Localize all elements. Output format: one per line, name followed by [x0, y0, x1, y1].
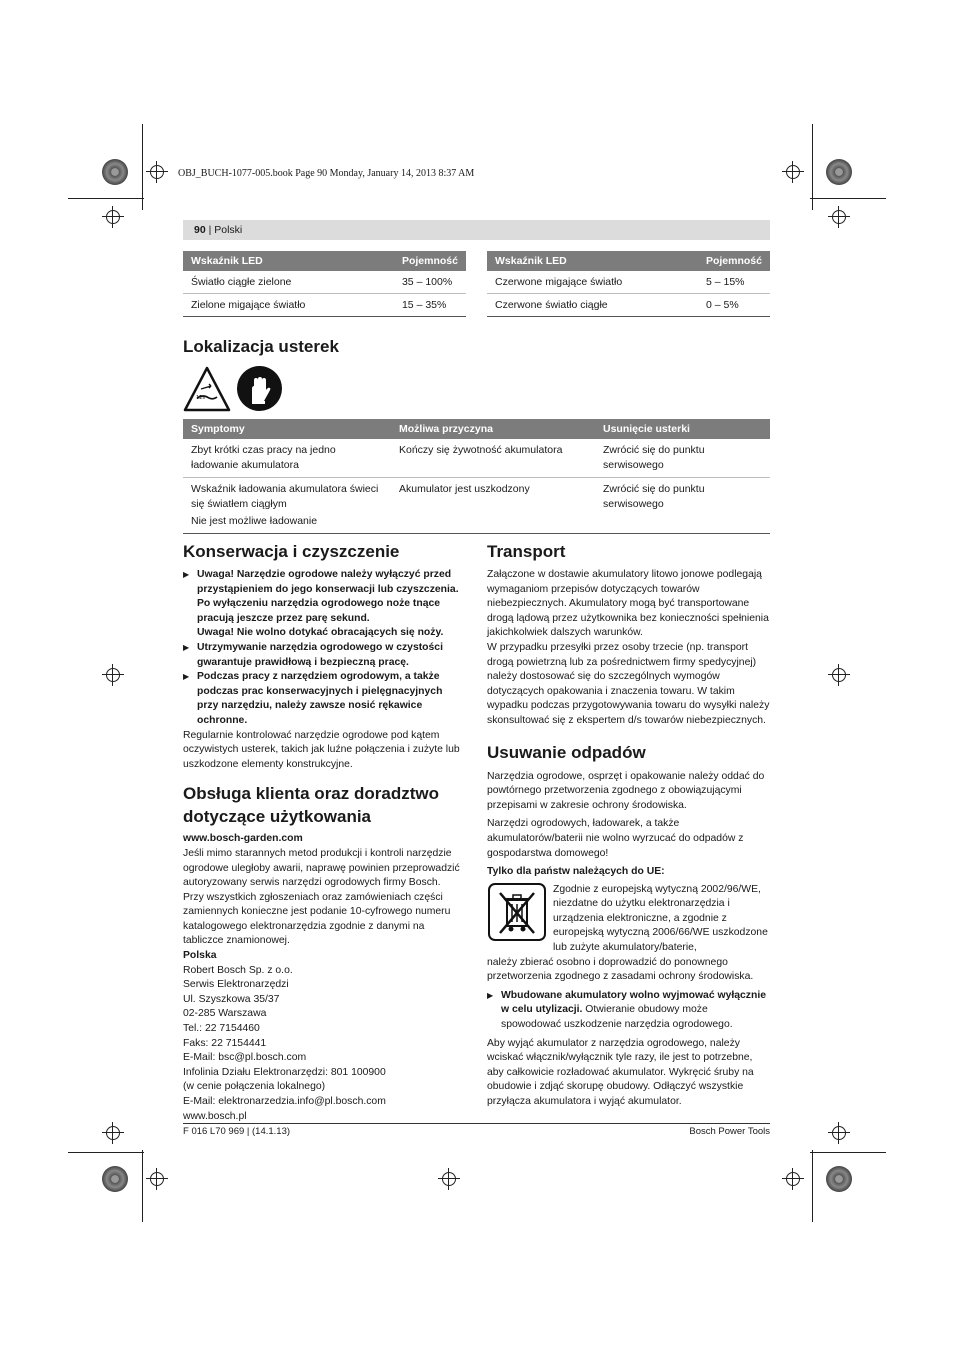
address-line: Ul. Szyszkowa 35/37 — [183, 993, 280, 1005]
section-title: Lokalizacja usterek — [183, 337, 339, 356]
table-row — [183, 294, 466, 317]
address-line: Serwis Elektronarzędzi — [183, 979, 289, 991]
symptom-text: Wskaźnik ładowania akumulatora świeci się światłem ciągłym — [191, 483, 379, 510]
warning-hand-icon — [183, 365, 231, 418]
print-header: OBJ_BUCH-1077-005.book Page 90 Monday, January 14, 2013 8:37 AM — [178, 168, 475, 179]
address-block — [183, 964, 465, 1125]
warning-bullet — [183, 670, 465, 728]
crop-mark — [810, 198, 886, 199]
table-cell: 15 – 35% — [394, 294, 466, 317]
registration-mark — [828, 206, 850, 228]
column-header: Usunięcie usterki — [595, 419, 770, 439]
table-row — [487, 271, 770, 294]
color-calibration-disc — [826, 159, 852, 185]
registration-mark — [146, 1168, 168, 1190]
table-cell: 0 – 5% — [698, 294, 770, 317]
registration-mark — [782, 1168, 804, 1190]
bullet-text: Uwaga! Nie wolno dotykać obracających się noży. — [197, 627, 444, 639]
paragraph: Narzędzia ogrodowe, osprzęt i opakowanie należy oddać do powtórnego przetworzenia zgodnego z obowiązującymi przepisami w zakresie ochrony środowiska. — [487, 770, 765, 811]
crop-mark — [142, 1150, 143, 1222]
gloves-icon — [236, 365, 283, 417]
bullet-text: Utrzymywanie narzędzia ogrodowego w czystości gwarantuje prawidłową i bezpieczną pracę. — [197, 641, 443, 668]
column-header: Możliwa przyczyna — [391, 419, 595, 439]
warning-bullet — [183, 641, 465, 670]
troubleshooting-table — [183, 419, 770, 534]
warning-bullet — [487, 989, 770, 1033]
footer-right: Bosch Power Tools — [689, 1126, 770, 1137]
address-line: 02-285 Warszawa — [183, 1008, 267, 1020]
led-table-left — [183, 251, 466, 317]
symptom-text: Nie jest możliwe ładowanie — [191, 515, 318, 527]
column-header: Pojemność — [394, 251, 466, 271]
country-heading: Polska — [183, 950, 217, 962]
table-cell: 35 – 100% — [394, 271, 466, 294]
paragraph: Załączone w dostawie akumulatory litowo jonowe podlegają wymaganiom przepisów dotyczących towarów niebezpiecznych. Akumulatory mogą być transportowane drogą lądową przez użytkownika bez konieczności spełnienia jakichkolwiek dalszych warunków. — [487, 569, 769, 639]
crop-mark — [68, 198, 144, 199]
color-calibration-disc — [102, 159, 128, 185]
crop-mark — [810, 1152, 886, 1153]
paragraph: Przy wszystkich zgłoszeniach oraz zamówieniach części zamiennych konieczne jest podanie 10-cyfrowego numeru katalogowego elektronarzędzia zgodnie z danymi na tabliczce znamionowej. — [183, 891, 451, 947]
table-cell: Akumulator jest uszkodzony — [391, 478, 595, 534]
bullet-text: Otwieranie obudowy może spowodować uszkodzenie narzędzia ogrodowego. — [501, 1004, 733, 1031]
registration-mark — [828, 664, 850, 686]
column-header: Symptomy — [183, 419, 391, 439]
paragraph: Narzędzi ogrodowych, ładowarek, a także akumulatorów/baterii nie wolno wyrzucać do odpadów z gospodarstwa domowego! — [487, 818, 744, 859]
crop-mark — [812, 1150, 813, 1222]
table-cell: Kończy się żywotność akumulatora — [391, 439, 595, 478]
column-header: Wskaźnik LED — [487, 251, 698, 271]
led-table-right — [487, 251, 770, 317]
registration-mark — [782, 161, 804, 183]
right-column — [487, 541, 770, 1110]
section-title: Obsługa klienta oraz doradztwo dotyczące użytkowania — [183, 784, 439, 827]
address-line: Infolinia Działu Elektronarzędzi: 801 100900 — [183, 1066, 386, 1078]
bullet-text: Uwaga! Narzędzie ogrodowe należy wyłączyć przed przystąpieniem do jego konserwacji lub czyszczenia. Po wyłączeniu narzędzia ogrodowego noże tnące pracują jeszcze przez parę sekund. — [197, 569, 459, 624]
paragraph: należy zbierać osobno i doprowadzić do ponownego przetworzenia zgodnego z zasadami ochrony środowiska. — [487, 956, 754, 983]
crossed-out-bin-icon — [488, 883, 546, 947]
table-cell: Czerwone migające światło — [487, 271, 698, 294]
color-calibration-disc — [826, 1166, 852, 1192]
address-line: Tel.: 22 7154460 — [183, 1023, 260, 1035]
table-row — [183, 478, 770, 534]
section-name: Polski — [214, 224, 243, 236]
table-cell: 5 – 15% — [698, 271, 770, 294]
section-title: Usuwanie odpadów — [487, 742, 646, 762]
warning-bullet — [183, 568, 465, 641]
paragraph: Zgodnie z europejską wytyczną 2002/96/WE, niezdatne do użytku elektronarzędzia i urządzenia elektroniczne, a zgodnie z europejską wytyczną 2006/66/WE uszkodzone lub zużyte akumulatory/baterie, — [553, 883, 768, 954]
bullet-text: Podczas pracy z narzędziem ogrodowym, a także podczas prac konserwacyjnych i pielęgnacyjnych przy narzędziu, należy zawsze nosić rękawice ochronne. — [197, 671, 443, 726]
registration-mark — [102, 206, 124, 228]
crop-mark — [68, 1152, 144, 1153]
email-link[interactable]: E-Mail: elektronarzedzia.info@pl.bosch.com — [183, 1096, 386, 1107]
table-cell: Światło ciągłe zielone — [183, 271, 394, 294]
paragraph: Jeśli mimo starannych metod produkcji i kontroli narzędzie ogrodowe uległoby awarii, naprawę powinien przeprowadzić autoryzowany serwis narzędzi ogrodowych firmy Bosch. — [183, 847, 460, 889]
website-link[interactable]: www.bosch-garden.com — [183, 833, 303, 845]
address-line: Robert Bosch Sp. z o.o. — [183, 964, 293, 976]
weee-block — [487, 883, 770, 985]
page-number: 90 — [194, 224, 206, 236]
address-line: (w cenie połączenia lokalnego) — [183, 1081, 326, 1093]
column-header: Wskaźnik LED — [183, 251, 394, 271]
table-cell — [183, 478, 391, 534]
registration-mark — [102, 1122, 124, 1144]
footer-left: F 016 L70 969 | (14.1.13) — [183, 1126, 291, 1137]
color-calibration-disc — [102, 1166, 128, 1192]
table-cell: Zielone migające światło — [183, 294, 394, 317]
table-row — [183, 439, 770, 478]
table-cell: Zwrócić się do punktu serwisowego — [595, 478, 770, 534]
table-cell: Zbyt krótki czas pracy na jedno ładowanie akumulatora — [183, 439, 391, 478]
left-column — [183, 541, 465, 1124]
registration-mark — [438, 1168, 460, 1190]
table-cell: Czerwone światło ciągłe — [487, 294, 698, 317]
running-head: 90 | Polski — [183, 220, 770, 240]
footer-rule — [183, 1123, 770, 1124]
registration-mark — [146, 161, 168, 183]
paragraph: Regularnie kontrolować narzędzie ogrodowe pod kątem oczywistych usterek, takich jak luźne połączenia i zużyte lub uszkodzone elementy konstrukcyjne. — [183, 729, 460, 770]
paragraph: Aby wyjąć akumulator z narzędzia ogrodowego, należy wciskać włącznik/wyłącznik tyle razy, ile jest to potrzebne, aby całkowicie rozładować akumulator. Wykręcić śruby na obudowie i zdjąć skorupę obudowy. Odłączyć wszystkie przyłącza akumulatora i wyjąć akumulator. — [487, 1037, 754, 1107]
column-header: Pojemność — [698, 251, 770, 271]
email-link[interactable]: E-Mail: bsc@pl.bosch.com — [183, 1052, 307, 1064]
website-link[interactable]: www.bosch.pl — [183, 1110, 247, 1122]
section-title: Konserwacja i czyszczenie — [183, 542, 400, 561]
address-line: Faks: 22 7154441 — [183, 1037, 267, 1049]
svg-text:12s: 12s — [196, 395, 205, 401]
table-row — [183, 271, 466, 294]
registration-mark — [828, 1122, 850, 1144]
eu-heading: Tylko dla państw należących do UE: — [487, 866, 665, 878]
paragraph: W przypadku przesyłki przez osoby trzecie (np. transport drogą powietrzną lub za pośrednictwem firmy spedycyjnej) należy dostosować się do szczególnych wymogów dotyczących opakowania i znaczenia towaru. W takim wypadku podczas przygotowywania towaru do wysyłki należy skonsultować się z ekspertem d/s towarów niebezpiecznych. — [487, 641, 770, 726]
table-cell: Zwrócić się do punktu serwisowego — [595, 439, 770, 478]
section-title: Transport — [487, 542, 566, 561]
bullet-text: Wbudowane akumulatory wolno wyjmować wyłącznie w celu utylizacji. — [501, 989, 767, 1016]
table-row — [487, 294, 770, 317]
registration-mark — [102, 664, 124, 686]
